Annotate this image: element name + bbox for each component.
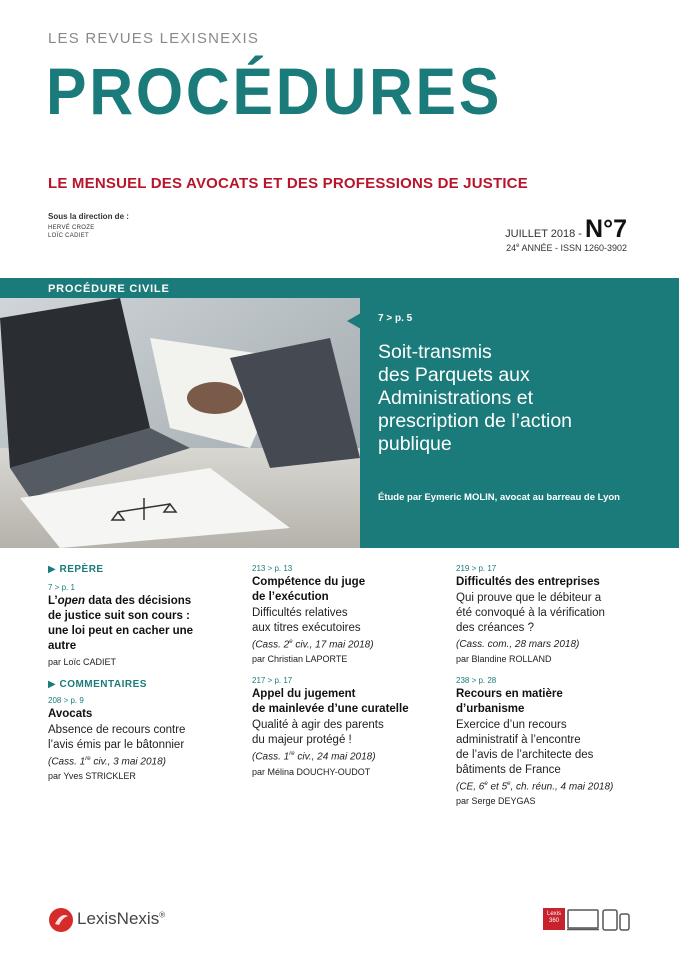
triangle-icon: ▶	[48, 679, 60, 690]
article-ref: 7 > p. 1	[48, 583, 75, 592]
article-body: Qui prouve que le débiteur a été convoqué à la vérification des créances ?	[456, 592, 605, 634]
article-citation: (CE, 6e et 5e, ch. réun., 4 mai 2018)	[456, 781, 614, 793]
feature-title: Soit-transmis des Parquets aux Administrations et prescription de l’action publique	[378, 341, 573, 455]
director-name: HERVÉ CROZE	[48, 225, 95, 231]
column-3	[456, 564, 656, 806]
publisher-name: LES REVUES LEXISNEXIS	[48, 30, 260, 47]
article-headline: Recours en matière d’urbanisme	[456, 688, 563, 715]
article-ref: 217 > p. 17	[252, 676, 293, 686]
article-ref: 238 > p. 28	[456, 676, 497, 685]
column-2	[252, 564, 442, 777]
feature-notch	[347, 313, 361, 329]
issue-date	[505, 215, 627, 244]
section-heading-commentaires: ▶ COMMENTAIRES	[48, 679, 147, 690]
article-ref: 213 > p. 13	[252, 564, 293, 573]
article-author: par Mélina DOUCHY-OUDOT	[252, 766, 371, 777]
lexisnexis-logo-text: LexisNexis®	[77, 909, 166, 928]
article-citation: (Cass. 2e civ., 17 mai 2018)	[252, 639, 374, 651]
article-citation: (Cass. com., 28 mars 2018)	[456, 639, 580, 650]
issue-month: JUILLET 2018 -	[505, 228, 582, 240]
article-author: par Blandine ROLLAND	[456, 654, 552, 664]
journal-subtitle: LE MENSUEL DES AVOCATS ET DES PROFESSIONS DE JUSTICE	[48, 175, 528, 192]
article-ref: 208 > p. 9	[48, 696, 84, 705]
devices-icon	[567, 908, 631, 937]
article-body: Qualité à agir des parents du majeur protégé !	[252, 719, 384, 747]
cover-photo	[0, 298, 360, 548]
lexis360-badge-text: Lexis 360	[546, 911, 561, 924]
article-body: Difficultés relatives aux titres exécutoires	[252, 607, 361, 634]
section-heading-repere: ▶ REPÈRE	[48, 564, 104, 575]
article-author: par Loïc CADIET	[48, 657, 117, 667]
article-headline: L’open data des décisions de justice suit son cours : une loi peut en cacher une autre	[48, 595, 194, 652]
article-headline: Avocats	[48, 708, 93, 720]
article-headline: Difficultés des entreprises	[456, 576, 600, 588]
article-body: Absence de recours contre l’avis émis par le bâtonnier	[48, 724, 186, 751]
article-citation: (Cass. 1re civ., 3 mai 2018)	[48, 756, 166, 768]
article-body: Exercice d’un recours administratif à l’encontre de l’avis de l’architecte des bâtiments de France	[456, 719, 594, 776]
journal-title: PROCÉDURES	[46, 54, 503, 128]
feature-byline: Étude par Eymeric MOLIN, avocat au barreau de Lyon	[378, 492, 620, 503]
article-author: par Yves STRICKLER	[48, 771, 136, 782]
article-headline: Appel du jugement de mainlevée d’une curatelle	[252, 688, 409, 716]
director-name: LOÏC CADIET	[48, 233, 89, 239]
direction-label: Sous la direction de :	[48, 212, 129, 221]
article-author: par Christian LAPORTE	[252, 654, 348, 665]
issue-year: 24e ANNÉE - ISSN 1260-3902	[506, 243, 627, 253]
article-ref: 219 > p. 17	[456, 564, 497, 573]
feature-ref: 7 > p. 5	[378, 313, 413, 324]
column-1	[48, 564, 238, 781]
triangle-icon: ▶	[48, 564, 60, 575]
issue-number: N°7	[585, 215, 627, 243]
article-author: par Serge DEYGAS	[456, 796, 536, 807]
article-citation: (Cass. 1re civ., 24 mai 2018)	[252, 751, 376, 763]
section-band-label: PROCÉDURE CIVILE	[48, 283, 170, 295]
article-headline: Compétence du juge de l’exécution	[252, 576, 366, 603]
lexisnexis-logo-icon	[48, 907, 74, 938]
